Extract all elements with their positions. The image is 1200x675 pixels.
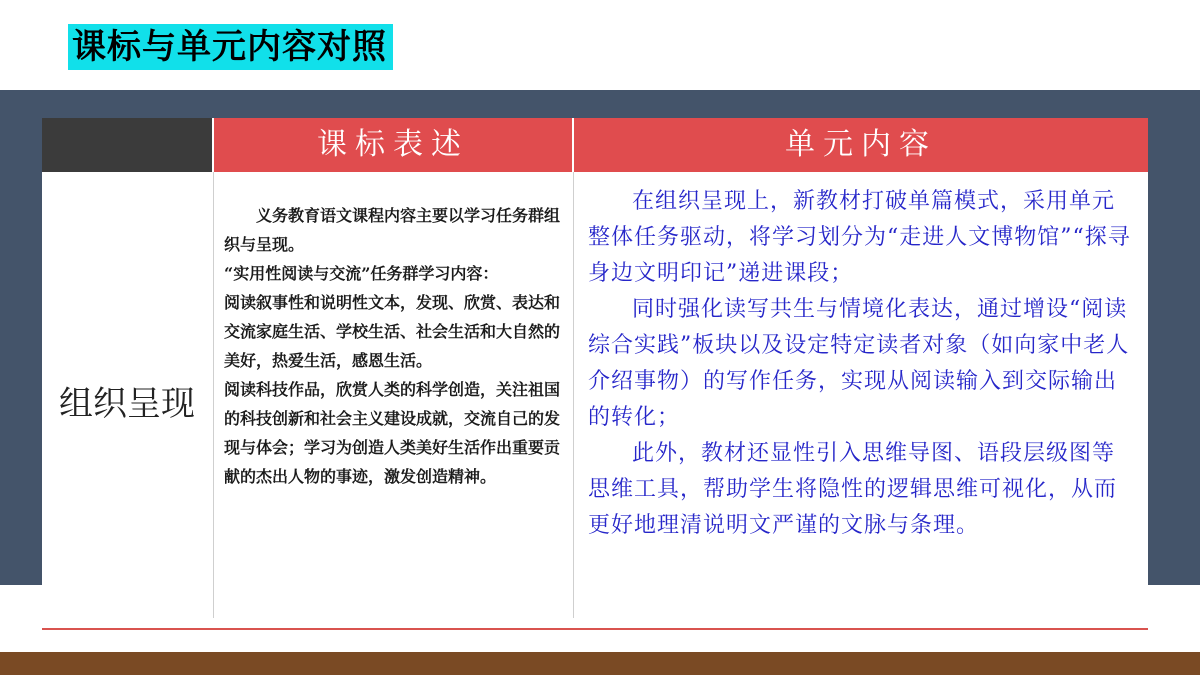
page-title: 课标与单元内容对照 [68,24,393,70]
footer-bar [0,652,1200,675]
header-corner-cell [42,118,212,172]
unit-paragraph: 在组织呈现上，新教材打破单篇模式，采用单元整体任务驱动，将学习划分为“走进人文博物馆”“探寻身边文明印记”递进课段； [588,189,1131,286]
unit-paragraph: 此外，教材还显性引入思维导图、语段层级图等思维工具，帮助学生将隐性的逻辑思维可视化，从而更好地理清说明文严谨的文脉与条理。 [588,441,1118,538]
unit-paragraph: 同时强化读写共生与情境化表达，通过增设“阅读综合实践”板块以及设定特定读者对象（如向家中老人介绍事物）的写作任务，实现从阅读输入到交际输出的转化； [588,297,1130,430]
standard-text [224,201,572,491]
header-unit: 单元内容 [574,118,1148,172]
standard-paragraph: 阅读科技作品，欣赏人类的科学创造，关注祖国的科技创新和社会主义建设成就，交流自己的发现与体会；学习为创造人类美好生活作出重要贡献的杰出人物的事迹，激发创造精神。 [224,380,561,486]
standard-paragraph: “实用性阅读与交流”任务群学习内容： [224,264,499,283]
column-divider [213,172,214,618]
standard-paragraph: 阅读叙事性和说明性文本，发现、欣赏、表达和交流家庭生活、学校生活、社会生活和大自然的美好，热爱生活，感恩生活。 [224,293,561,370]
unit-text [588,184,1136,544]
comparison-table [42,118,1148,618]
column-divider [573,172,574,618]
header-standard: 课标表述 [214,118,572,172]
standard-paragraph: 义务教育语文课程内容主要以学习任务群组织与呈现。 [224,206,561,254]
row-label: 组织呈现 [59,384,195,424]
divider-line [42,628,1148,630]
